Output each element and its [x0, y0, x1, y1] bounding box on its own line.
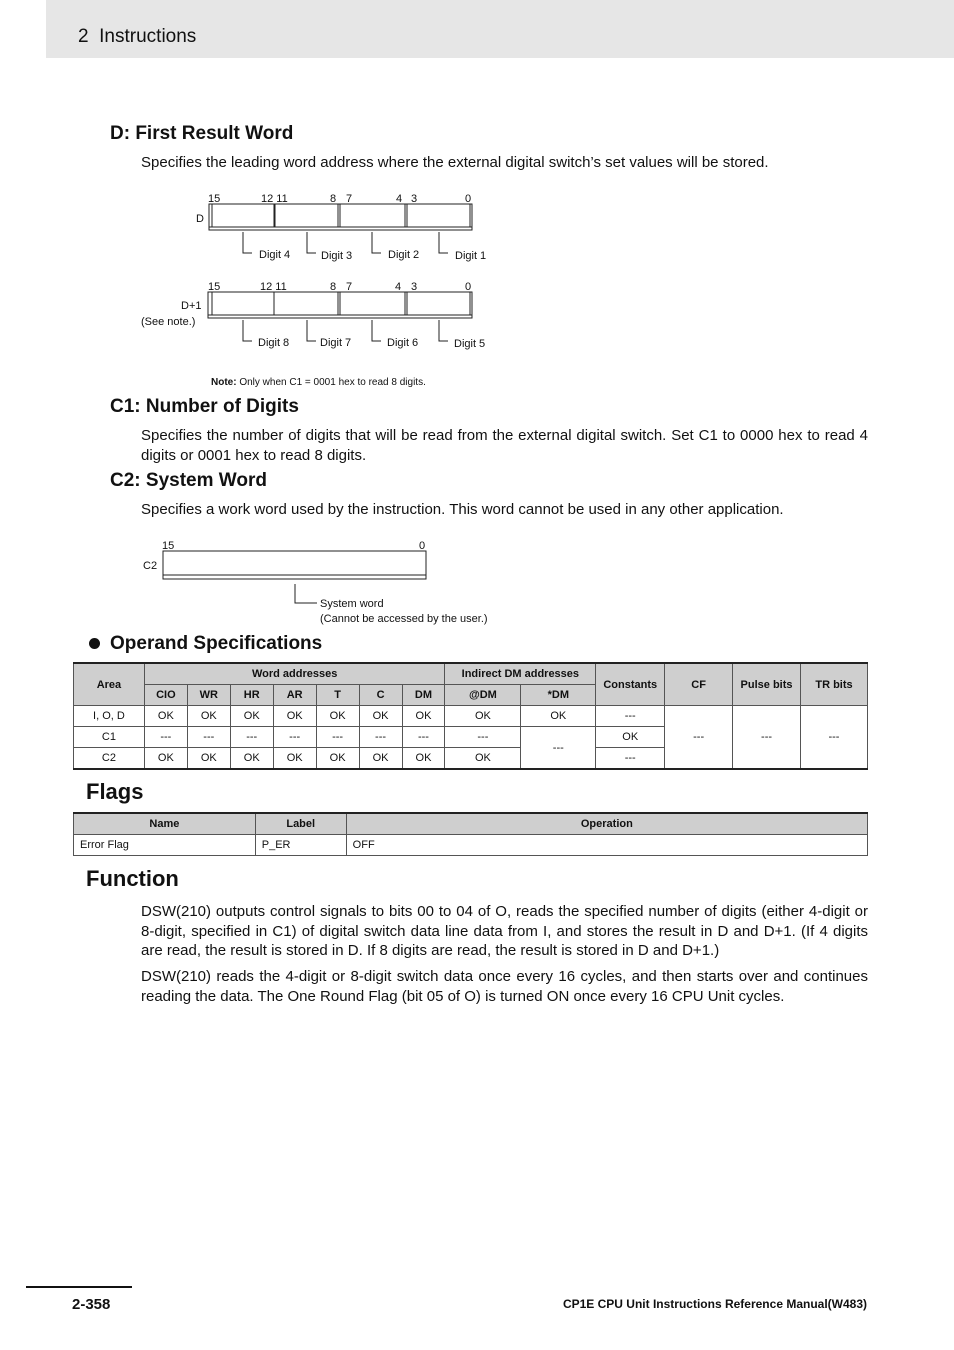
manual-title: CP1E CPU Unit Instructions Reference Manual(W483) [562, 1297, 867, 1311]
star-dm-cell: --- [521, 727, 596, 770]
flags-table [73, 812, 868, 856]
header-pulse-bits: Pulse bits [733, 663, 801, 706]
area-cell: C2 [74, 748, 145, 770]
table-cell: OK [230, 748, 273, 770]
section-number: 2 [78, 26, 89, 47]
table-cell: OK [445, 748, 521, 770]
table-cell: --- [402, 727, 445, 748]
bit-label: 7 [346, 193, 353, 205]
bit-label: 15 [208, 193, 221, 205]
bit-label: 3 [411, 193, 418, 205]
bit-label: 15 [208, 281, 221, 293]
bit-label: 8 [330, 193, 337, 205]
table-cell: OK [187, 706, 230, 727]
header-at-dm: @DM [445, 685, 521, 706]
note-text: Only when C1 = 0001 hex to read 8 digits. [239, 377, 426, 388]
table-row [74, 835, 868, 856]
flag-operation-cell: OFF [346, 835, 867, 856]
word-d-diagram [130, 188, 510, 388]
header-name: Name [74, 813, 256, 835]
table-cell: OK [273, 706, 316, 727]
header-t: T [316, 685, 359, 706]
bit-label: 0 [419, 540, 426, 552]
function-paragraph-2: DSW(210) reads the 4-digit or 8-digit switch data once every 16 cycles, and then starts over and continues reading the data. The One Round Flag (bit 05 of O) is turned ON once every 16 CPU Unit cycles. [141, 968, 868, 1005]
word-label-d: D [196, 213, 204, 225]
bit-label: 0 [465, 193, 472, 205]
word-label-d1: D+1 [181, 300, 202, 312]
function-paragraph-1: DSW(210) outputs control signals to bits 00 to 04 of O, reads the specified number of digits (either 4-digit or 8-digit, specified in C1) of digital switch data line data from I, and stores the result in D and D+1. (If 4 digits are read, the result is stored in D. If 8 digits are read, the result is stored in D and D+1.) [141, 903, 868, 959]
header-constants: Constants [596, 663, 665, 706]
table-cell: --- [187, 727, 230, 748]
table-cell: OK [230, 706, 273, 727]
table-cell: OK [316, 748, 359, 770]
digit-label: Digit 5 [454, 338, 486, 350]
header-cf: CF [665, 663, 733, 706]
table-cell: OK [316, 706, 359, 727]
table-cell: OK [402, 748, 445, 770]
system-word-label: System word [320, 598, 384, 610]
header-dm: DM [402, 685, 445, 706]
digit-label: Digit 6 [387, 337, 419, 349]
constants-cell: --- [596, 748, 665, 770]
area-cell: I, O, D [74, 706, 145, 727]
table-cell: OK [445, 706, 521, 727]
note-label: Note: [211, 377, 237, 388]
table-row [74, 706, 868, 727]
header-wr: WR [187, 685, 230, 706]
tr-bits-cell: --- [800, 706, 867, 770]
bit-label: 4 [395, 281, 402, 293]
table-cell: --- [144, 727, 187, 748]
header-cio: CIO [144, 685, 187, 706]
header-ar: AR [273, 685, 316, 706]
section-heading [78, 26, 196, 48]
table-cell: OK [187, 748, 230, 770]
table-cell: --- [359, 727, 402, 748]
digit-label: Digit 4 [259, 249, 291, 261]
page-header [46, 0, 954, 58]
section-title: Instructions [99, 26, 197, 47]
word-c2-diagram [130, 535, 510, 630]
bit-label: 12 11 [260, 281, 287, 293]
table-cell: OK [402, 706, 445, 727]
c2-description: Specifies a work word used by the instruction. This word cannot be used in any other application. [141, 501, 784, 518]
table-cell: OK [359, 706, 402, 727]
page-number: 2-358 [72, 1296, 111, 1313]
area-cell: C1 [74, 727, 145, 748]
flags-heading: Flags [86, 779, 144, 804]
bit-label: 15 [162, 540, 175, 552]
digit-label: Digit 2 [388, 249, 420, 261]
system-word-note: (Cannot be accessed by the user.) [320, 613, 488, 625]
function-heading: Function [86, 866, 179, 891]
bit-label: 7 [346, 281, 353, 293]
bit-label: 3 [411, 281, 418, 293]
word-label-c2: C2 [143, 560, 158, 572]
digit-label: Digit 7 [320, 337, 352, 349]
header-hr: HR [230, 685, 273, 706]
header-word-addresses: Word addresses [144, 663, 445, 685]
operand-heading: Operand Specifications [110, 633, 323, 654]
footer-rule [26, 1286, 132, 1288]
cf-cell: --- [665, 706, 733, 770]
header-tr-bits: TR bits [800, 663, 867, 706]
flag-label-cell: P_ER [255, 835, 346, 856]
operand-table [73, 662, 868, 770]
bit-label: 8 [330, 281, 337, 293]
table-cell: OK [144, 748, 187, 770]
table-cell: --- [230, 727, 273, 748]
constants-cell: --- [596, 706, 665, 727]
header-area: Area [74, 663, 145, 706]
pulse-bits-cell: --- [733, 706, 801, 770]
bit-label: 0 [465, 281, 472, 293]
flag-name-cell: Error Flag [74, 835, 256, 856]
table-cell: --- [445, 727, 521, 748]
see-note-label: (See note.) [141, 316, 196, 328]
header-c: C [359, 685, 402, 706]
d-description: Specifies the leading word address where the external digital switch’s set values will be stored. [141, 154, 769, 171]
c2-heading: C2: System Word [110, 470, 267, 491]
d-heading: D: First Result Word [110, 123, 294, 144]
table-cell: OK [359, 748, 402, 770]
bullet-icon [89, 638, 100, 649]
table-cell: OK [521, 706, 596, 727]
table-cell: --- [316, 727, 359, 748]
header-indirect-dm: Indirect DM addresses [445, 663, 596, 685]
c1-description: Specifies the number of digits that will be read from the external digital switch. Set C1 to 0000 hex to read 4 digits or 0001 hex to read 8 digits. [141, 427, 868, 464]
c1-heading: C1: Number of Digits [110, 396, 299, 417]
header-star-dm: *DM [521, 685, 596, 706]
digit-label: Digit 8 [258, 337, 290, 349]
digit-label: Digit 3 [321, 250, 353, 262]
header-operation: Operation [346, 813, 867, 835]
digit-label: Digit 1 [455, 250, 487, 262]
header-label: Label [255, 813, 346, 835]
constants-cell: OK [596, 727, 665, 748]
bit-label: 4 [396, 193, 403, 205]
table-cell: OK [273, 748, 316, 770]
table-cell: --- [273, 727, 316, 748]
bit-label: 12 11 [261, 193, 288, 205]
svg-text:Note: Only when C1 = 0001 [211, 377, 426, 388]
table-cell: OK [144, 706, 187, 727]
